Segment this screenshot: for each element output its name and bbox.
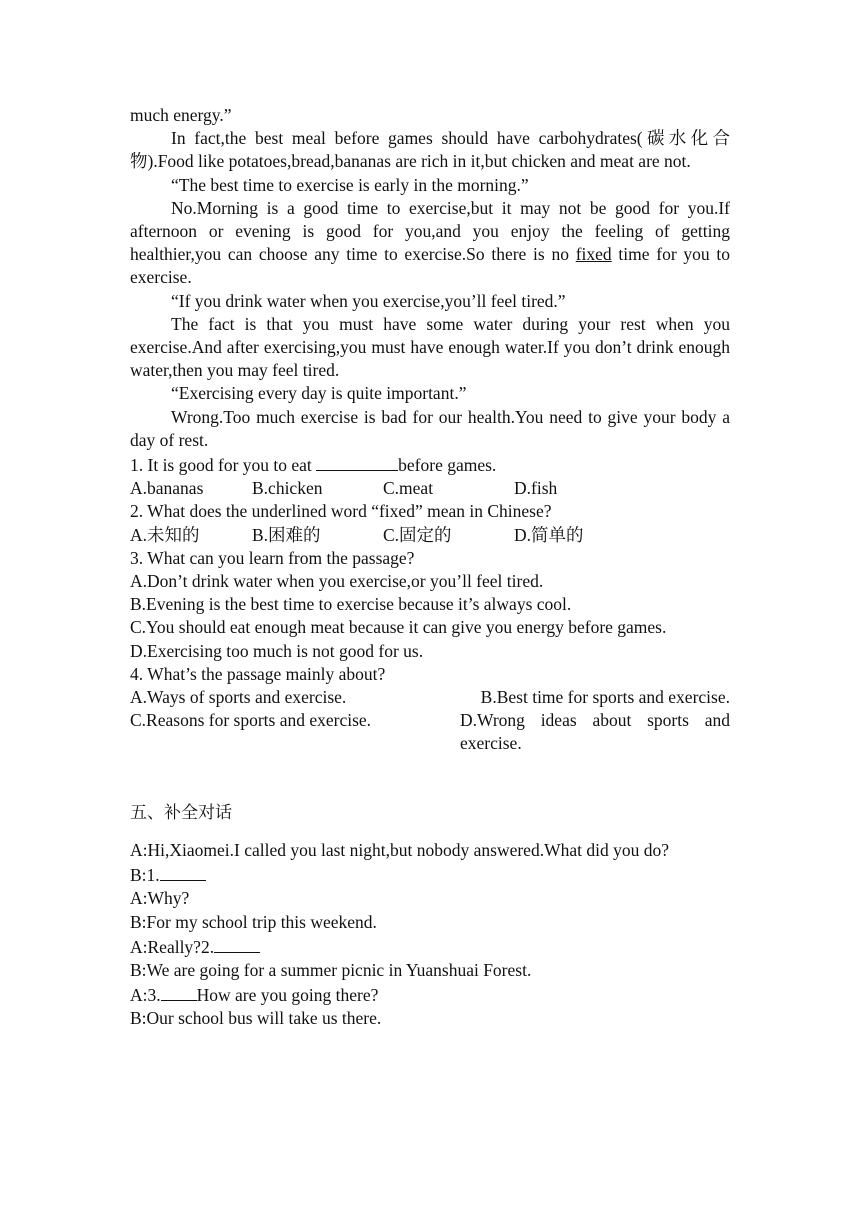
underlined-word: fixed	[575, 244, 612, 265]
option-d: D.简单的	[514, 524, 584, 545]
option-a: A.未知的	[130, 524, 200, 545]
option-b: B.Evening is the best time to exercise because it’s always cool.	[130, 594, 572, 615]
answer-blank	[214, 934, 260, 953]
document-page	[130, 104, 730, 1031]
question-4-options-row	[130, 686, 730, 709]
dialogue-line: B:We are going for a summer picnic in Yuanshuai Forest.	[130, 959, 532, 980]
question-1-options	[130, 477, 730, 500]
option-a: A.Ways of sports and exercise.	[130, 687, 347, 708]
dialogue-line: A:3. How are you going there?	[130, 982, 730, 1007]
dialogue-line: A:Why?	[130, 888, 190, 909]
section-title: 五、补全对话	[130, 802, 232, 823]
dialogue-line: B:Our school bus will take us there.	[130, 1008, 382, 1029]
answer-blank	[316, 452, 398, 471]
option-c: C.Reasons for sports and exercise.	[130, 710, 372, 731]
dialogue-line: B:For my school trip this weekend.	[130, 911, 377, 932]
option-d: D.Wrong ideas about sports and exercise.	[460, 710, 730, 754]
question-4-options-row	[130, 709, 730, 755]
question-4-stem: 4. What’s the passage mainly about?	[130, 663, 386, 684]
passage-line: much energy.”	[130, 105, 232, 125]
option-a: A.bananas	[130, 478, 204, 499]
passage-text: time for you to exercise.	[130, 244, 731, 288]
option-c: C.meat	[383, 478, 434, 499]
passage-paragraph: The fact is that you must have some water during your rest when you exercise.And after exercising,you must have enough water.If you don’t drink enough water,then you may feel tired.	[130, 313, 730, 381]
question-1-stem: 1. It is good for you to eat before games.	[130, 452, 730, 477]
passage-text: No.Morning is a good time to exercise,but it may not be good for you.If afternoon or evening is good for you,and you enjoy the feeling of getting healthier,you can choose any time to exercise.So there is no	[130, 197, 730, 265]
passage-paragraph	[130, 197, 730, 290]
answer-blank	[160, 862, 206, 881]
question-2-options	[130, 524, 730, 547]
dialogue-line: A:Hi,Xiaomei.I called you last night,but nobody answered.What did you do?	[130, 839, 669, 860]
passage-quote: “The best time to exercise is early in the morning.”	[171, 174, 529, 195]
option-c: C.固定的	[383, 524, 452, 545]
question-2-stem: 2. What does the underlined word “fixed” mean in Chinese?	[130, 501, 552, 522]
option-c: C.You should eat enough meat because it can give you energy before games.	[130, 617, 667, 638]
dialogue-line: A:Really?2.	[130, 934, 730, 959]
question-3-stem: 3. What can you learn from the passage?	[130, 547, 415, 568]
dialogue-line: B:1.	[130, 862, 730, 887]
option-b: B.Best time for sports and exercise.	[480, 687, 730, 708]
passage-paragraph: Wrong.Too much exercise is bad for our health.You need to give your body a day of rest.	[130, 406, 730, 450]
option-b: B.chicken	[252, 478, 323, 499]
passage-quote: “If you drink water when you exercise,you’ll feel tired.”	[171, 290, 566, 311]
option-b: B.困难的	[252, 524, 321, 545]
passage-quote: “Exercising every day is quite important.”	[171, 383, 467, 404]
option-d: D.Exercising too much is not good for us.	[130, 640, 424, 661]
passage-paragraph: In fact,the best meal before games should have carbohydrates(碳水化合物).Food like potatoes,bread,bananas are rich in it,but chicken and meat are not.	[130, 128, 730, 172]
answer-blank	[161, 982, 197, 1001]
option-d: D.fish	[514, 478, 558, 499]
option-a: A.Don’t drink water when you exercise,or you’ll feel tired.	[130, 571, 544, 592]
